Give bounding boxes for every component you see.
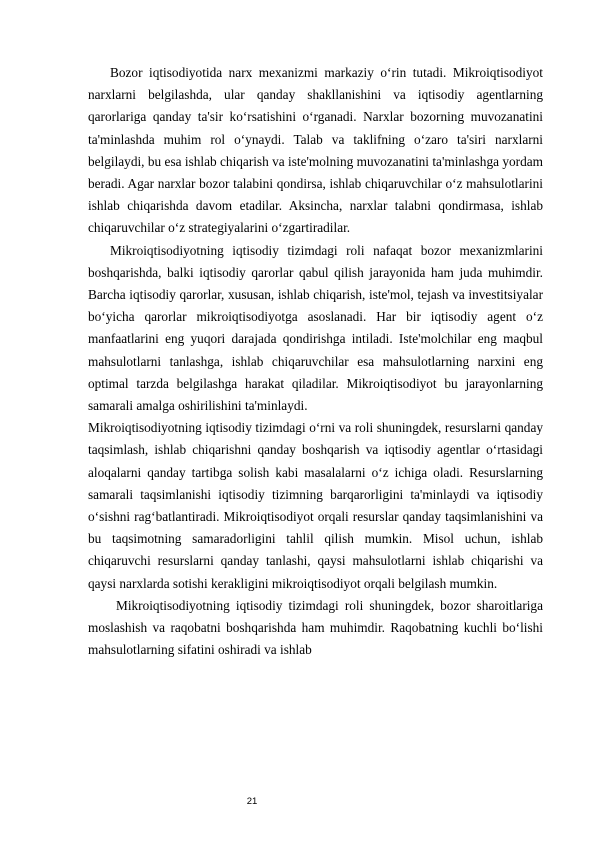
paragraph-competition: Mikroiqtisodiyotning iqtisodiy tizimdagi roli shuningdek, bozor sharoitlariga moslashish va raqobatni boshqarishda ham muhimdir. Raqobatning kuchli bo‘lishi mahsulotlarning sifatini oshiradi va ishlab — [88, 597, 543, 658]
paragraph-resource-allocation: Mikroiqtisodiyotning iqtisodiy tizimdagi o‘rni va roli shuningdek, resurslarni qanday taqsimlash, ishlab chiqarishni qanday boshqarish va iqtisodiy agentlar o‘rtasidagi aloqalarni qanday tartibga solish kabi masalalarni o‘z ichiga oladi. Resurslarning samarali taqsimlanishi iqtisodiy tizimning barqarorligini ta'minlaydi va iqtisodiy o‘sishni rag‘batlantiradi. Mikroiqtisodiyot orqali resurslar qanday taqsimlanishini va bu taqsimotning samaradorligini tahlil qilish mumkin. Misol uchun, ishlab chiqaruvchi resurslarni qanday tanlashi, qaysi mahsulotlarni ishlab chiqarishi va qaysi narxlarda sotishi kerakligini mikroiqtisodiyot orqali belgilash mumkin. — [88, 420, 543, 591]
page-number: 21 — [246, 796, 258, 807]
paragraph-price-mechanism: Bozor iqtisodiyotida narx mexanizmi markaziy o‘rin tutadi. Mikroiqtisodiyot narxlarni belgilashda, ular qanday shakllanishini va iqtisodiy agentlarning qarorlariga qanday ta'sir ko‘rsatishini o‘rganadi. Narxlar bozorning muvozanatini ta'minlashda muhim rol o‘ynaydi. Talab va taklifning o‘zaro ta'siri narxlarni belgilaydi, bu esa ishlab chiqarish va iste'molning muvozanatini ta'minlashga yordam beradi. Agar narxlar bozor talabini qondirsa, ishlab chiqaruvchilar o‘z mahsulotlarini ishlab chiqarishda davom etadilar. Aksincha, narxlar talabni qondirmasa, ishlab chiqaruvchilar o‘z strategiyalarini o‘zgartiradilar. — [88, 65, 543, 236]
document-page — [88, 62, 543, 661]
paragraph-economic-decisions: Mikroiqtisodiyotning iqtisodiy tizimdagi roli nafaqat bozor mexanizmlarini boshqarishda, balki iqtisodiy qarorlar qabul qilish jarayonida ham juda muhimdir. Barcha iqtisodiy qarorlar, xususan, ishlab chiqarish, iste'mol, tejash va investitsiyalar bo‘yicha qarorlar mikroiqtisodiyotga asoslanadi. Har bir iqtisodiy agent o‘z manfaatlarini eng yuqori darajada qondirishga intiladi. Iste'molchilar eng maqbul mahsulotlarni tanlashga, ishlab chiqaruvchilar esa mahsulotlarning narxini eng optimal tarzda belgilashga harakat qiladilar. Mikroiqtisodiyot bu jarayonlarning samarali amalga oshirilishini ta'minlaydi. — [88, 242, 543, 414]
